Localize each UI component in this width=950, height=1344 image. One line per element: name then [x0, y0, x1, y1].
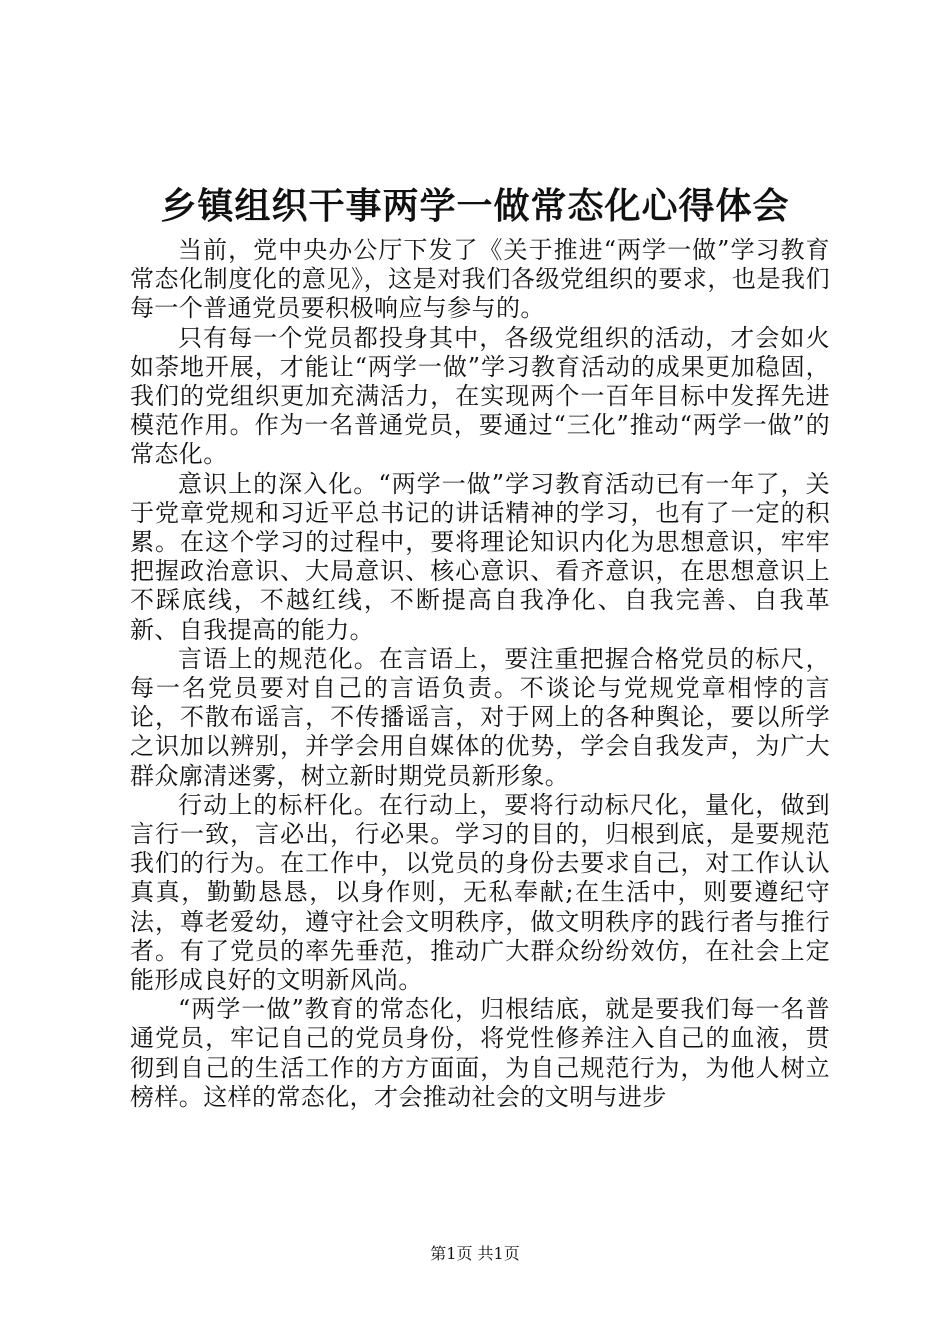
paragraph-4: 言语上的规范化。在言语上，要注重把握合格党员的标尺，每一名党员要对自己的言语负责。不谈论与党规党章相悖的言论，不散布谣言，不传播谣言，对于网上的各种舆论，要以所学之识加以辨别，并学会用自媒体的优势，学会自我发声，为广大群众廓清迷雾，树立新时期党员新形象。: [130, 644, 830, 790]
paragraph-2: 只有每一个党员都投身其中，各级党组织的活动，才会如火如荼地开展，才能让“两学一做”学习教育活动的成果更加稳固，我们的党组织更加充满活力，在实现两个一百年目标中发挥先进模范作用。作为一名普通党员，要通过“三化”推动“两学一做”的常态化。: [130, 323, 830, 469]
paragraph-5: 行动上的标杆化。在行动上，要将行动标尺化，量化，做到言行一致，言必出，行必果。学习的目的，归根到底，是要规范我们的行为。在工作中，以党员的身份去要求自己，对工作认认真真，勤勤恳恳，以身作则，无私奉献;在生活中，则要遵纪守法，尊老爱幼，遵守社会文明秩序，做文明秩序的践行者与推行者。有了党员的率先垂范，推动广大群众纷纷效仿，在社会上定能形成良好的文明新风尚。: [130, 790, 830, 995]
document-title: 乡镇组织干事两学一做常态化心得体会: [160, 186, 790, 227]
paragraph-6: “两学一做”教育的常态化，归根结底，就是要我们每一名普通党员，牢记自己的党员身份，将党性修养注入自己的血液，贯彻到自己的生活工作的方方面面，为自己规范行为，为他人树立榜样。这样的常态化，才会推动社会的文明与进步: [130, 995, 830, 1111]
document-body: [130, 236, 830, 1112]
paragraph-3: 意识上的深入化。“两学一做”学习教育活动已有一年了，关于党章党规和习近平总书记的讲话精神的学习，也有了一定的积累。在这个学习的过程中，要将理论知识内化为思想意识，牢牢把握政治意识、大局意识、核心意识、看齐意识，在思想意识上不踩底线，不越红线，不断提高自我净化、自我完善、自我革新、自我提高的能力。: [130, 469, 830, 644]
page-number-footer: 第1页 共1页: [430, 1244, 520, 1263]
paragraph-1: 当前，党中央办公厅下发了《关于推进“两学一做”学习教育常态化制度化的意见》，这是对我们各级党组织的要求，也是我们每一个普通党员要积极响应与参与的。: [130, 236, 830, 323]
